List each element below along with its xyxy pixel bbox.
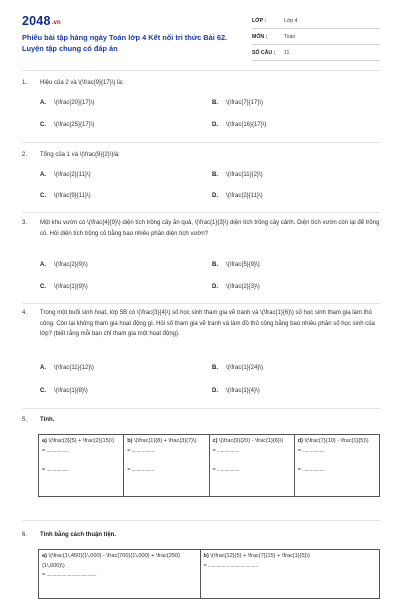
meta-row-question-count bbox=[252, 45, 380, 61]
calc-cell-a bbox=[39, 550, 201, 599]
divider bbox=[22, 408, 380, 409]
answer-blank[interactable]: = .................. bbox=[297, 466, 325, 473]
meta-row-class bbox=[252, 13, 380, 29]
meta-label: LỚP : bbox=[252, 17, 267, 24]
calc-table-6 bbox=[38, 549, 380, 599]
answer-blank[interactable]: = .................. bbox=[127, 466, 155, 473]
answer-blank[interactable]: = .................. bbox=[42, 466, 69, 473]
option-c[interactable]: C. \(\frac{1}{9}\) bbox=[40, 284, 88, 290]
question-4 bbox=[22, 308, 380, 340]
question-text: Tính. bbox=[40, 417, 55, 423]
question-number: 2. bbox=[22, 152, 28, 158]
divider bbox=[22, 70, 380, 71]
cell-label: c) bbox=[212, 438, 218, 444]
question-3 bbox=[22, 218, 380, 239]
question-2 bbox=[22, 150, 380, 161]
option-b[interactable]: B. \(\frac{11}{2}\) bbox=[212, 172, 263, 178]
question-5 bbox=[22, 415, 380, 426]
option-a[interactable]: A. \(\frac{20}{17}\) bbox=[40, 100, 95, 106]
question-number: 5. bbox=[22, 417, 28, 423]
page-title: Phiếu bài tập hàng ngày Toán lớp 4 Kết nối tri thức Bài 62. Luyện tập chung có đáp án bbox=[22, 33, 228, 53]
option-c[interactable]: C. \(\frac{25}{17}\) bbox=[40, 122, 95, 128]
cell-expression: \(\frac{1\,450}{1\,000} - \frac{700}{1\,000} + \frac{250}{1\,000}\) bbox=[42, 553, 180, 569]
question-number: 3. bbox=[22, 220, 28, 226]
meta-value: 11 bbox=[284, 49, 290, 56]
option-d[interactable]: D. \(\frac{2}{11}\) bbox=[212, 193, 263, 199]
answer-blank[interactable]: = .................. bbox=[127, 447, 155, 454]
calc-table-5 bbox=[38, 434, 380, 497]
calc-cell-a bbox=[39, 435, 124, 497]
answer-blank[interactable]: = .................. bbox=[212, 447, 240, 454]
answer-blank[interactable]: = .................. bbox=[297, 447, 325, 454]
answer-blank[interactable]: = .................. bbox=[42, 447, 69, 454]
option-b[interactable]: B. \(\frac{5}{9}\) bbox=[212, 262, 260, 268]
question-text: Hiệu của 2 và \(\frac{9}{17}\) là: bbox=[40, 80, 124, 86]
divider bbox=[22, 303, 380, 304]
cell-label: a) bbox=[42, 438, 47, 444]
question-text: Tính bằng cách thuận tiện. bbox=[40, 532, 117, 538]
cell-expression: \(\frac{12}{5} + \frac{7}{15} + \frac{1}{5}\) bbox=[210, 553, 310, 559]
worksheet-meta bbox=[252, 13, 380, 61]
question-number: 6. bbox=[22, 532, 28, 538]
cell-expression: \(\frac{7}{10} - \frac{1}{5}\) bbox=[304, 438, 369, 444]
question-text: Tổng của 1 và \(\frac{9}{2}\)là: bbox=[40, 152, 120, 158]
option-d[interactable]: D. \(\frac{16}{17}\) bbox=[212, 122, 267, 128]
meta-row-subject bbox=[252, 29, 380, 45]
meta-label: MÔN : bbox=[252, 33, 268, 40]
question-number: 1. bbox=[22, 80, 28, 86]
divider bbox=[22, 142, 380, 143]
divider bbox=[22, 520, 380, 521]
meta-value: Toán bbox=[284, 33, 296, 40]
calc-cell-b bbox=[124, 435, 209, 497]
answer-blank[interactable]: = .................. bbox=[212, 466, 240, 473]
cell-expression: \(\frac{9}{20} - \frac{1}{6}\) bbox=[219, 438, 284, 444]
cell-expression: \(\frac{3}{5} + \frac{2}{15}\) bbox=[48, 438, 115, 444]
question-6 bbox=[22, 530, 380, 541]
question-1 bbox=[22, 78, 380, 89]
option-a[interactable]: A. \(\frac{2}{11}\) bbox=[40, 172, 91, 178]
question-text: Một khu vườn có \(\frac{4}{9}\) diện tích trồng cây ăn quả, \(\frac{1}{3}\) diện tích trồng cây cảnh. Diện tích vườn còn lại để trồng cỏ. Hỏi diện tích trồng cỏ bằng bao nhiêu phần diện tích vườn? bbox=[40, 220, 380, 237]
calc-cell-c bbox=[209, 435, 294, 497]
cell-label: a) bbox=[42, 553, 47, 559]
option-c[interactable]: C. \(\frac{9}{11}\) bbox=[40, 193, 91, 199]
question-number: 4. bbox=[22, 310, 28, 316]
option-b[interactable]: B. \(\frac{7}{17}\) bbox=[212, 100, 264, 106]
answer-blank[interactable]: = ........................................ bbox=[42, 572, 97, 578]
cell-label: b) bbox=[203, 553, 209, 559]
site-logo[interactable]: 2048.vn bbox=[22, 14, 61, 28]
cell-expression: \(\frac{1}{8} + \frac{3}{7}\) bbox=[134, 438, 197, 444]
cell-label: d) bbox=[297, 438, 304, 444]
calc-cell-b bbox=[200, 550, 379, 599]
meta-value: Lớp 4 bbox=[284, 17, 298, 24]
divider bbox=[22, 212, 380, 213]
cell-label: b) bbox=[127, 438, 133, 444]
option-b[interactable]: B. \(\frac{1}{24}\) bbox=[212, 365, 264, 371]
option-d[interactable]: D. \(\frac{1}{4}\) bbox=[212, 388, 260, 394]
option-c[interactable]: C. \(\frac{1}{8}\) bbox=[40, 388, 88, 394]
option-d[interactable]: D. \(\frac{2}{3}\) bbox=[212, 284, 260, 290]
meta-label: SỐ CÂU : bbox=[252, 49, 276, 56]
answer-blank[interactable]: = ........................................ bbox=[203, 562, 258, 569]
option-a[interactable]: A. \(\frac{11}{12}\) bbox=[40, 365, 94, 371]
question-text: Trong một buổi sinh hoạt, lớp 5B có \(\frac{3}{4}\) số học sinh tham gia vẽ tranh và \(\frac{1}{6}\) số học sinh tham gia làm thủ công. Còn lại không tham gia hoạt động gì. Hỏi số tham gia vẽ tranh và làm đồ thủ công bằng bao nhiêu phần số học sinh của lớp? (biết rằng mỗi bạn chỉ tham gia một hoạt động). bbox=[40, 310, 375, 337]
option-a[interactable]: A. \(\frac{2}{9}\) bbox=[40, 262, 88, 268]
calc-cell-d bbox=[294, 435, 379, 497]
